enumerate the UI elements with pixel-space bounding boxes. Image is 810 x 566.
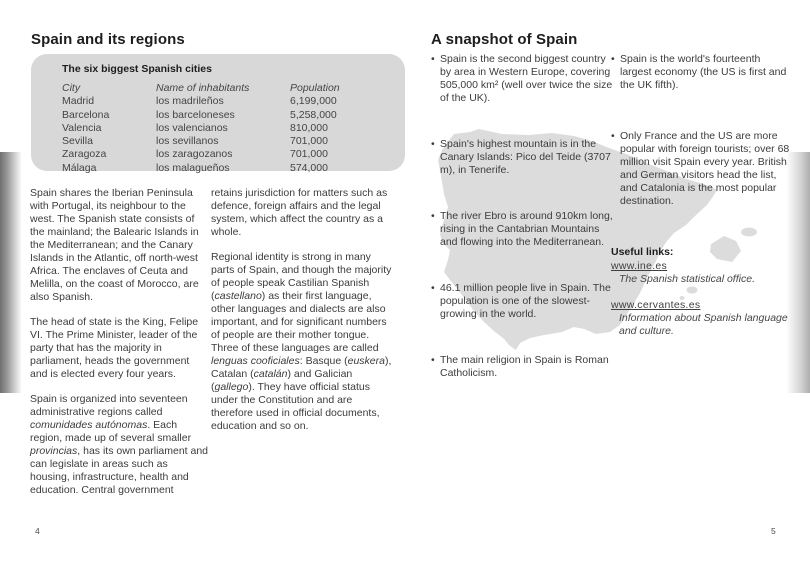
right-page-column-1 [431, 53, 614, 413]
left-page-column-2 [211, 187, 397, 445]
table-cell: los barceloneses [156, 108, 235, 121]
table-cell: 5,258,000 [290, 108, 337, 121]
bullet-item: • The river Ebro is around 910km long, rising in the Cantabrian Mountains and flowing into the Mediterranean. [431, 210, 614, 249]
column-header-city: City [62, 82, 81, 94]
link-item [611, 260, 794, 286]
column-header-population: Population [290, 82, 340, 94]
table-cell: los malagueños [156, 161, 230, 174]
table-row [62, 135, 397, 148]
table-row [62, 122, 397, 135]
paragraph: Regional identity is strong in many parts of Spain, and though the majority of people speak Castilian Spanish (castellano) as their first language, other languages and dialects are also important, and for significant numbers of people are their mother tongue. Three of these languages are called lenguas cooficiales: Basque (euskera), Catalan (catalán) and Galician (gallego). They have official status under the Constitution and are therefore used in official documents, education and so on. [211, 251, 392, 432]
table-row [62, 109, 397, 122]
table-cell: los madrileños [156, 95, 224, 108]
table-row [62, 95, 397, 108]
column-header-inhabitants: Name of inhabitants [156, 82, 250, 94]
table-cell: los zaragozanos [156, 148, 233, 161]
table-cell: Málaga [62, 161, 97, 174]
bullet-item: • 46.1 million people live in Spain. The population is one of the slowest-growing in the world. [431, 282, 614, 321]
table-cell: Valencia [62, 121, 102, 134]
table-cell: Madrid [62, 95, 95, 108]
table-cell: 701,000 [290, 148, 328, 161]
link-url[interactable]: www.ine.es [611, 260, 668, 272]
right-column-bullets [611, 53, 794, 208]
table-cell: Zaragoza [62, 148, 107, 161]
table-header-row [62, 82, 397, 95]
paragraph: Spain shares the Iberian Peninsula with Portugal, its neighbour to the west. The Spanish state consists of the mainland; the Balearic Islands in the Mediterranean; and the Canary Islands in the Atlantic, off north-west Africa. The enclaves of Ceuta and Melilla, on the coast of Morocco, are also Spanish. [30, 187, 199, 303]
bullet-item: • The main religion in Spain is Roman Catholicism. [431, 354, 614, 380]
bullet-item: • Spain is the second biggest country by area in Western Europe, covering 505,000 km² (well over twice the size of the UK). [431, 53, 614, 105]
link-url[interactable]: www.cervantes.es [611, 299, 701, 311]
useful-links-heading: Useful links: [611, 246, 674, 258]
page-number-left: 4 [35, 526, 40, 536]
useful-links-list [611, 260, 794, 338]
right-page-column-2 [611, 53, 794, 351]
cities-table [62, 82, 397, 175]
paragraph: The head of state is the King, Felipe VI. The Prime Minister, leader of the party that has the majority in parliament, heads the government and is elected every four years. [30, 316, 199, 380]
link-item [611, 299, 794, 338]
page-number-right: 5 [771, 526, 776, 536]
table-row [62, 148, 397, 161]
table-cell: 574,000 [290, 161, 328, 174]
link-description: Information about Spanish language and culture. [619, 312, 788, 337]
table-row [62, 162, 397, 175]
cities-table-box [31, 54, 405, 174]
cities-box-title: The six biggest Spanish cities [62, 63, 212, 75]
link-description: The Spanish statistical office. [619, 273, 755, 285]
table-cell: 701,000 [290, 135, 328, 148]
table-cell: Barcelona [62, 108, 110, 121]
table-cell: los sevillanos [156, 135, 219, 148]
bullet-item: • Spain is the world's fourteenth largest economy (the US is first and the UK fifth). [611, 53, 794, 92]
useful-links-section [611, 246, 794, 338]
adjacent-page-edge-left [0, 152, 22, 393]
paragraph: retains jurisdiction for matters such as defence, foreign affairs and the legal system, which affect the country as a whole. [211, 187, 388, 238]
table-cell: 6,199,000 [290, 95, 337, 108]
table-body [62, 95, 397, 175]
left-page-column-1 [30, 187, 209, 509]
bullet-item: • Spain's highest mountain is in the Canary Islands: Pico del Teide (3707 m), in Tenerife. [431, 138, 614, 177]
bullet-item: • Only France and the US are more popular with foreign tourists; over 68 million visit Spain every year. British and German visitors head the list, and Catalonia is the most popular destination. [611, 130, 794, 208]
table-cell: Sevilla [62, 135, 93, 148]
paragraph: Spain is organized into seventeen administrative regions called comunidades autónomas. Each region, made up of several smaller provincias, has its own parliament and can legislate in areas such as housing, infrastructure, health and education. Central government [30, 393, 209, 496]
table-cell: 810,000 [290, 121, 328, 134]
table-cell: los valencianos [156, 121, 228, 134]
page-title-left: Spain and its regions [31, 31, 185, 49]
page-title-right: A snapshot of Spain [431, 31, 578, 49]
